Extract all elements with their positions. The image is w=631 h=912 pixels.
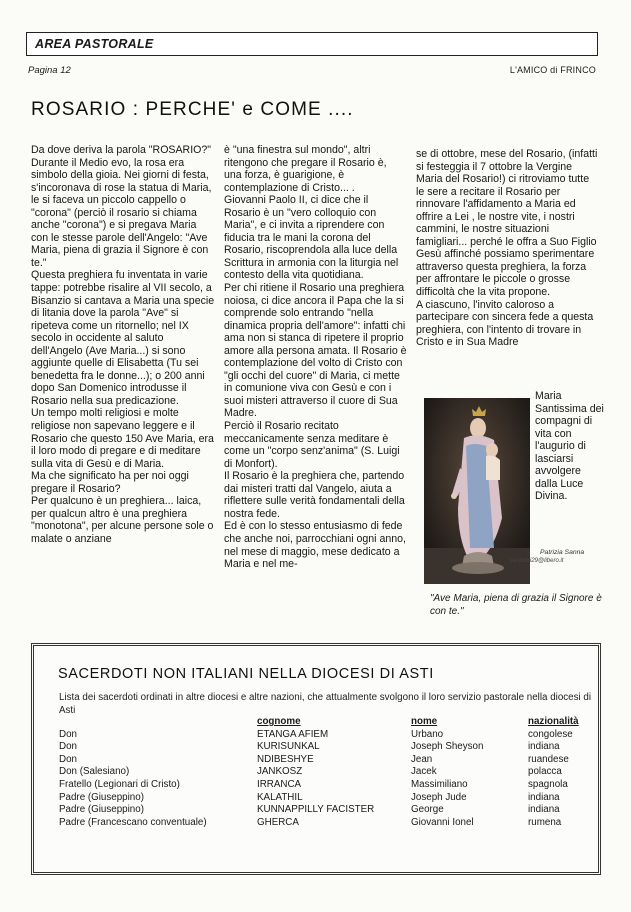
article-title: ROSARIO : PERCHE' e COME .... [31, 99, 354, 120]
cell-surname: IRRANCA [257, 778, 302, 790]
table-row [59, 804, 599, 817]
table-header-row [59, 716, 599, 729]
cell-title: Fratello (Legionari di Cristo) [59, 778, 180, 790]
page-number: Pagina 12 [28, 65, 71, 76]
section-title: AREA PASTORALE [35, 37, 154, 51]
cell-title: Padre (Francescano conventuale) [59, 816, 207, 828]
cell-nationality: ruandese [528, 753, 569, 765]
article-column-3 [416, 148, 600, 366]
table-row [59, 792, 599, 805]
cell-nationality: indiana [528, 804, 560, 816]
madonna-statue-image [424, 398, 530, 584]
column-header-surname: cognome [257, 716, 301, 727]
paragraph: Giovanni Paolo II, ci dice che il Rosario è un "vero colloquio con Maria", e ci invita a riprendere con fiducia tra le mani la corona del Rosario, riscoprendola alla luce della Scrittura in armonia con la liturgia nel contesto della vita quotidiana. [224, 194, 399, 282]
author-email: sanpatri29@libero.it [510, 558, 564, 564]
column-header-name: nome [411, 716, 438, 727]
cell-title: Don [59, 728, 77, 740]
cell-name: George [411, 804, 444, 816]
clergy-box-title: SACERDOTI NON ITALIANI NELLA DIOCESI DI ASTI [58, 666, 434, 682]
publication-name: L'AMICO di FRINCO [509, 65, 596, 75]
table-row [59, 729, 599, 742]
cell-title: Don (Salesiano) [59, 766, 130, 778]
cell-nationality: polacca [528, 766, 562, 778]
cell-name: Giovanni Ionel [411, 816, 474, 828]
column-header-nationality: nazionalità [528, 716, 579, 727]
cell-surname: ETANGA AFIEM [257, 728, 329, 740]
paragraph: Durante il Medio evo, la rosa era simbolo della gioia. Nei giorni di festa, s'incoronava di rose la statua di Maria, le si faceva un piccolo cappello o "corona" (perciò il rosario si chiama anche "corona") e si pregava Maria con le stesse parole dell'Angelo: "Ave Maria, piena di grazia il Signore è con te." [31, 156, 212, 269]
cell-nationality: rumena [528, 816, 562, 828]
article-column-3-side [535, 390, 605, 515]
cell-nationality: spagnola [528, 778, 568, 790]
cell-surname: KUNNAPPILLY FACISTER [257, 804, 375, 816]
madonna-statue-photo [424, 398, 530, 584]
paragraph: Questa preghiera fu inventata in varie tappe: potrebbe risalire al VII secolo, a Bisanzio si cantava a Maria una specie di litania dove la parola "Ave" si ripeteva come un ritornello; nel IX secolo in occidente al saluto dell'Angelo (Ave Maria...) si sono aggiunte quelle di Elisabetta (Tu sei benedetta fra le donne...); o 200 anni dopo San Domenico introdusse il Rosario nella sua predicazione. [31, 269, 215, 407]
paragraph: Perciò il Rosario recitato meccanicamente senza meditare è come un "corpo senz'anima" (S. Luigi di Monfort). [224, 420, 400, 470]
table-row [59, 766, 599, 779]
cell-nationality: congolese [528, 728, 573, 740]
paragraph: Un tempo molti religiosi e molte religiose non sapevano leggere e il Rosario che questo 150 Ave Maria, era il loro modo di pregare e di meditare sulla vita di Gesù e di Maria. [31, 407, 214, 470]
table-row [59, 741, 599, 754]
paragraph: se di ottobre, mese del Rosario, (infatti si festeggia il 7 ottobre la Vergine Maria del Rosario!) ci ritroviamo tutte le sere a recitare il Rosario per rinnovare l'affidamento a Maria ed offrire a Lei , le nostre vite, i nostri cammini, le nostre situazioni famigliari... perché le offra a Suo Figlio Gesù affinché possiamo sperimentare attraverso questa preghiera, la forza per affrontare le piccole o grosse difficoltà che la vita propone. [416, 148, 598, 299]
cell-name: Joseph Sheyson [411, 741, 484, 753]
paragraph: Maria Santissima dei compagni di vita con l'augurio di lasciarsi avvolgere dalla Luce Divina. [535, 390, 604, 503]
paragraph: Da dove deriva la parola "ROSARIO?" [31, 144, 212, 156]
paragraph: A ciascuno, l'invito caloroso a partecipare con sincera fede a questa preghiera, con l'intento di trovare in Cristo e in Sua Madre [416, 298, 594, 349]
cell-title: Don [59, 753, 77, 765]
cell-nationality: indiana [528, 741, 560, 753]
table-row [59, 779, 599, 792]
paragraph: Ed è con lo stesso entusiasmo di fede che anche noi, parrocchiani ogni anno, nel mese di maggio, mese dedicato a Maria e nel me- [224, 520, 406, 571]
cell-title: Padre (Giuseppino) [59, 791, 144, 803]
cell-title: Padre (Giuseppino) [59, 804, 144, 816]
cell-title: Don [59, 741, 77, 753]
paragraph: Per qualcuno è un preghiera... laica, per qualcun altro è una preghiera "monotona", per alcune persone sole o malate o anziane [31, 495, 214, 545]
cell-surname: NDIBESHYE [257, 753, 314, 765]
clergy-box-intro: Lista dei sacerdoti ordinati in altre diocesi e altre nazioni, che attualmente svolgono il loro servizio pastorale nella diocesi di Asti [59, 692, 592, 716]
paragraph: Ma che significato ha per noi oggi pregare il Rosario? [31, 470, 189, 495]
section-header [26, 32, 598, 56]
paragraph: è "una finestra sul mondo", altri ritengono che pregare il Rosario è, una forza, è guarigione, è contemplazione di Cristo... . [224, 144, 387, 194]
article-column-2 [224, 144, 407, 639]
cell-name: Urbano [411, 728, 444, 740]
cell-surname: KALATHIL [257, 791, 303, 803]
table-row [59, 754, 599, 767]
cell-surname: GHERCA [257, 816, 299, 828]
clergy-box [31, 643, 601, 875]
author-name: Patrizia Sanna [540, 549, 585, 556]
paragraph: Per chi ritiene il Rosario una preghiera noiosa, ci dice ancora il Papa che la si comprende solo entrando "nella dinamica propria dell'amore": infatti chi ama non si stanca di ripetere il proprio amore alla persona amata. Il Rosario è contemplazione del volto di Cristo con "gli occhi del cuore" di Maria, ci mette in comunione viva con Gesù e con i suoi misteri attraverso il cuore di Sua Madre. [224, 282, 407, 420]
photo-caption: "Ave Maria, piena di grazia il Signore è con te." [430, 593, 602, 617]
cell-name: Joseph Jude [411, 791, 467, 803]
cell-surname: KURISUNKAL [257, 741, 320, 753]
cell-name: Massimiliano [411, 778, 468, 790]
table-row [59, 817, 599, 830]
article-column-1 [31, 144, 216, 639]
paragraph: Il Rosario è la preghiera che, partendo dai misteri tratti dal Vangelo, aiuta a riflettere sulle verità fondamentali della nostra fede. [224, 470, 405, 520]
cell-nationality: indiana [528, 791, 560, 803]
cell-name: Jean [411, 753, 433, 765]
clergy-table [59, 716, 599, 829]
cell-surname: JANKOSZ [257, 766, 303, 778]
cell-name: Jacek [411, 766, 437, 778]
